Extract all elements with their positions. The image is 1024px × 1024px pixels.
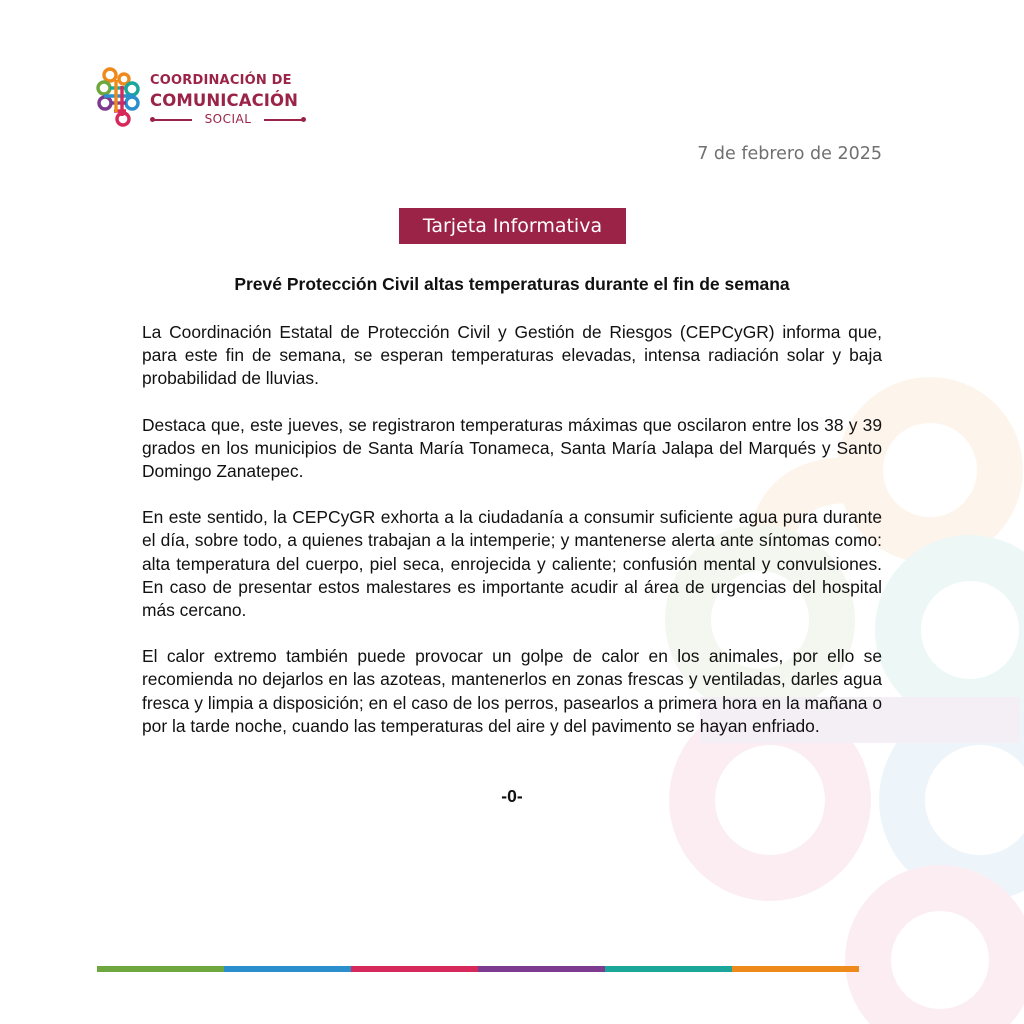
logo-dot-right (301, 117, 306, 122)
closing-mark: -0- (501, 786, 523, 806)
body-paragraph: El calor extremo también puede provocar un golpe de calor en los animales, por ello se recomienda no dejarlos en las azoteas, mantenerlos en zonas frescas y ventiladas, darles agua fresca y limpia a disposición; en el caso de los perros, pasearlos a primera hora en la mañana o por la tarde noche, cuando las temperaturas del aire y del pavimento se hayan enfriado. (142, 646, 882, 736)
document-headline: Prevé Protección Civil altas temperaturas durante el fin de semana (234, 274, 790, 294)
footer-bar-segment (97, 966, 224, 972)
brand-logo (96, 66, 316, 130)
document-body (142, 321, 882, 761)
logo-line-1: COORDINACIÓN DE (150, 73, 292, 88)
logo-rule-right (264, 119, 304, 121)
body-paragraph: Destaca que, este jueves, se registraron temperaturas máximas que oscilaron entre los 38 y 39 grados en los municipios de Santa María Tonameca, Santa María Jalapa del Marqués y Santo Domingo Zanatepec. (142, 414, 882, 482)
logo-line-3-group (150, 112, 306, 128)
footer-bar-segment (732, 966, 859, 972)
footer-bar-segment (478, 966, 605, 972)
footer-bar-segment (605, 966, 732, 972)
knot-logo-icon (96, 66, 142, 128)
footer-bar-segment (224, 966, 351, 972)
logo-line-2: COMUNICACIÓN (150, 91, 299, 110)
body-paragraph: La Coordinación Estatal de Protección Civil y Gestión de Riesgos (CEPCyGR) informa que, para este fin de semana, se esperan temperaturas elevadas, intensa radiación solar y baja probabilidad de lluvias. (142, 322, 882, 389)
logo-line-3: SOCIAL (204, 112, 252, 126)
footer-color-bar (97, 966, 859, 972)
document-type-badge: Tarjeta Informativa (399, 208, 626, 244)
footer-bar-segment (351, 966, 478, 972)
document-date: 7 de febrero de 2025 (697, 144, 882, 164)
body-paragraph: En este sentido, la CEPCyGR exhorta a la ciudadanía a consumir suficiente agua pura durante el día, sobre todo, a quienes trabajan a la intemperie; y mantenerse alerta ante síntomas como: alta temperatura del cuerpo, piel seca, enrojecida y caliente; confusión mental y convulsiones. En caso de presentar estos malestares es importante acudir al área de urgencias del hospital más cercano. (142, 507, 882, 621)
